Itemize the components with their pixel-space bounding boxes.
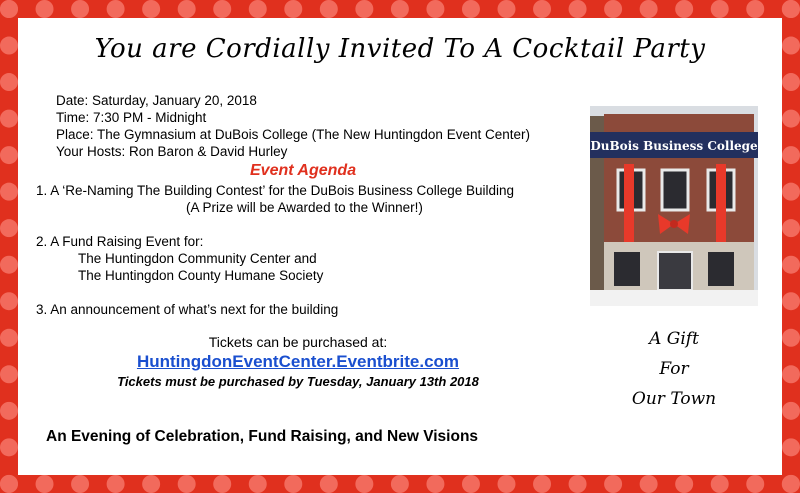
spacer <box>36 284 514 301</box>
building-sign-text: DuBois Business College <box>590 139 758 153</box>
invitation-card <box>18 18 782 475</box>
spacer <box>36 216 514 233</box>
agenda-heading: Event Agenda <box>250 162 357 179</box>
event-date: Date: Saturday, January 20, 2018 <box>56 93 257 108</box>
agenda-item-2-sub-1: The Huntingdon Community Center and <box>78 251 317 266</box>
agenda-item-2: 2. A Fund Raising Event for: <box>36 234 204 249</box>
gift-line-1: A Gift <box>649 329 699 349</box>
agenda-list <box>36 182 514 318</box>
building-illustration <box>590 106 758 306</box>
tickets-section <box>78 334 518 389</box>
event-details <box>56 92 530 160</box>
tickets-intro: Tickets can be purchased at: <box>208 334 388 350</box>
event-time: Time: 7:30 PM - Midnight <box>56 110 207 125</box>
tickets-deadline: Tickets must be purchased by Tuesday, January 13th 2018 <box>117 374 479 389</box>
agenda-item-2-sub-2: The Huntingdon County Humane Society <box>78 268 324 283</box>
gift-caption <box>618 324 730 414</box>
event-place: Place: The Gymnasium at DuBois College (The New Huntingdon Event Center) <box>56 127 530 142</box>
invitation-title: You are Cordially Invited To A Cocktail Party <box>94 34 706 64</box>
agenda-item-1-note: (A Prize will be Awarded to the Winner!) <box>186 200 423 215</box>
gift-line-2: For <box>659 359 689 379</box>
agenda-item-1: 1. A ‘Re-Naming The Building Contest’ for the DuBois Business College Building <box>36 183 515 198</box>
agenda-item-3: 3. An announcement of what’s next for the building <box>36 302 339 317</box>
building-photo <box>590 106 758 306</box>
closing-tagline: An Evening of Celebration, Fund Raising, and New Visions <box>46 428 479 445</box>
eventbrite-link[interactable]: HuntingdonEventCenter.Eventbrite.com <box>136 352 460 371</box>
gift-line-3: Our Town <box>631 389 717 409</box>
event-hosts: Your Hosts: Ron Baron & David Hurley <box>56 144 288 159</box>
